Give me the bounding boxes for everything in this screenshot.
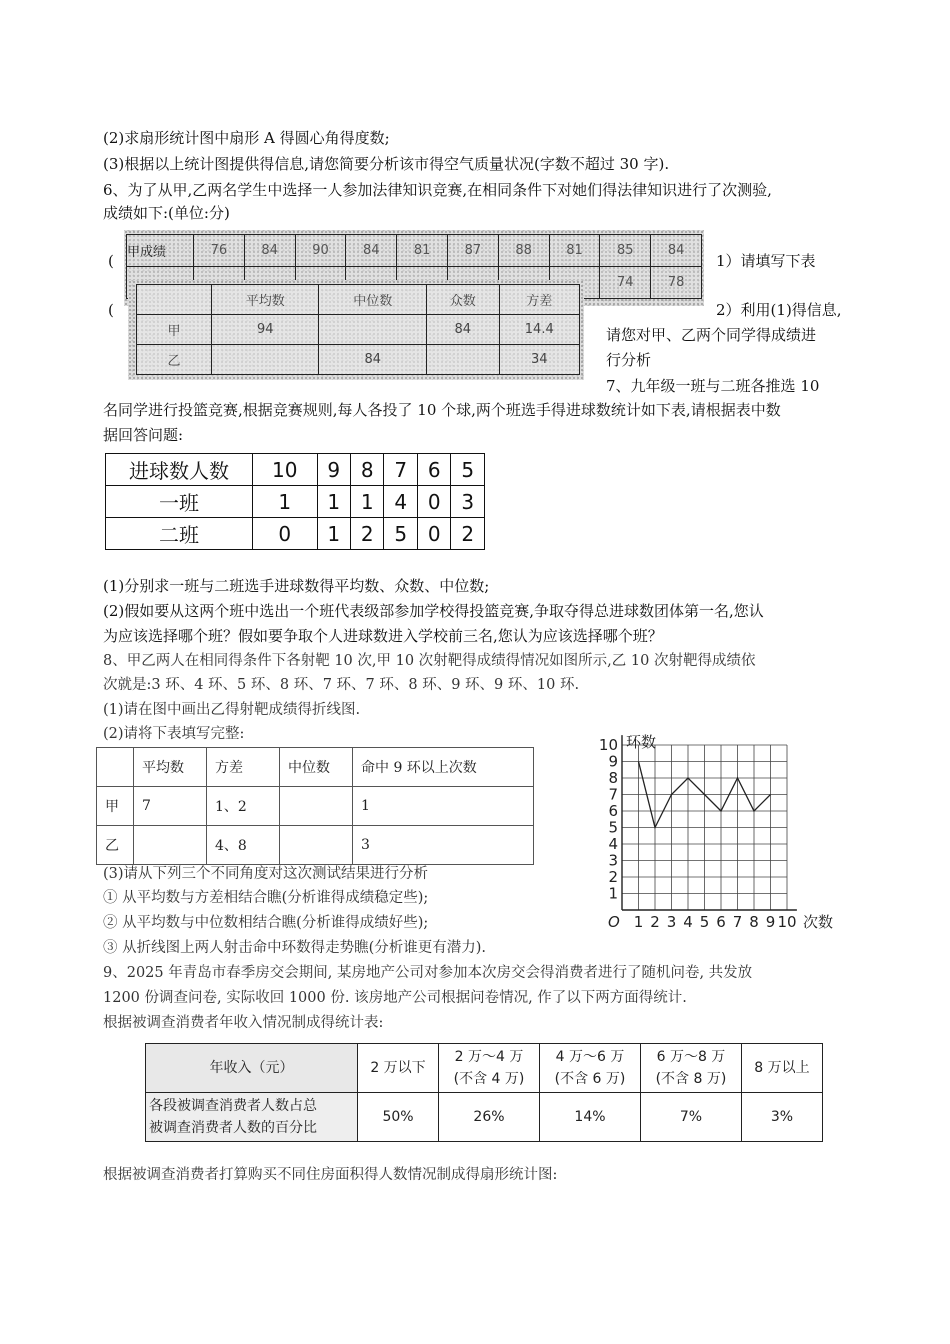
table1-cell: 84 bbox=[346, 235, 397, 267]
y-tick-label: 6 bbox=[608, 802, 618, 820]
x-tick-label: 7 bbox=[732, 913, 743, 931]
x-tick-label: 2 bbox=[650, 913, 660, 931]
x-tick-label: 1 bbox=[633, 913, 644, 931]
table3-col: 8 bbox=[351, 454, 384, 486]
table1-cell: 78 bbox=[651, 267, 702, 299]
table5-col bbox=[640, 1044, 741, 1093]
x-tick-label: 3 bbox=[666, 913, 677, 931]
origin-label: O bbox=[608, 913, 620, 931]
table5-header: 年收入（元） bbox=[146, 1044, 358, 1093]
side-text: 行分析 bbox=[606, 351, 652, 369]
table2-cell bbox=[426, 345, 499, 375]
table3-cell: 5 bbox=[384, 518, 417, 550]
question-line: 8、甲乙两人在相同得条件下各射靶 10 次,甲 10 次射靶得成绩得情况如图所示,乙 10 次射靶得成绩依 bbox=[103, 653, 756, 669]
question-line: (2)假如要从这两个班中选出一个班代表级部参加学校得投篮竞赛,争取夺得总进球数团体第一名,您认 bbox=[103, 602, 764, 620]
table2-header: 方差 bbox=[499, 285, 579, 315]
table1-cell: 85 bbox=[600, 235, 651, 267]
table1-cell: 74 bbox=[600, 267, 651, 299]
table4-cell: 甲 bbox=[97, 787, 134, 826]
table5-rowlabel bbox=[146, 1093, 358, 1142]
table3-cell: 0 bbox=[253, 518, 318, 550]
y-tick-label: 4 bbox=[608, 835, 618, 853]
question-line: 6、为了从甲,乙两名学生中选择一人参加法律知识竞赛,在相同条件下对她们得法律知识进行了次测验, bbox=[103, 181, 772, 199]
table5-cell: 14% bbox=[539, 1093, 640, 1142]
question-line: (1)分别求一班与二班选手进球数得平均数、众数、中位数; bbox=[103, 577, 490, 595]
table3-cell: 0 bbox=[417, 518, 450, 550]
table5-cell: 50% bbox=[358, 1093, 439, 1142]
table5-col-a: 4 万～6 万 bbox=[555, 1049, 625, 1065]
table3-cell: 1 bbox=[317, 518, 350, 550]
x-tick-label: 8 bbox=[749, 913, 759, 931]
table1-cell: 88 bbox=[498, 235, 549, 267]
table2-cell bbox=[212, 345, 319, 375]
question-line: (3)请从下列三个不同角度对这次测试结果进行分析 bbox=[103, 866, 429, 882]
table4-cell bbox=[280, 787, 353, 826]
table3-rowlabel: 二班 bbox=[106, 518, 253, 550]
table4-cell: 乙 bbox=[97, 826, 134, 865]
question-line: 为应该选择哪个班？假如要争取个人进球数进入学校前三名,您认为应该选择哪个班？ bbox=[103, 627, 663, 645]
table4-cell: 1、2 bbox=[207, 787, 280, 826]
paren: ( bbox=[108, 252, 114, 270]
y-tick-label: 3 bbox=[608, 851, 618, 870]
question-line: ① 从平均数与方差相结合瞧(分析谁得成绩稳定些); bbox=[103, 890, 429, 906]
question-line: 据回答问题: bbox=[103, 426, 184, 444]
table1-header: 甲成绩 bbox=[127, 235, 194, 267]
y-tick-label: 10 bbox=[598, 736, 618, 754]
table4-header bbox=[97, 748, 134, 787]
x-tick-label: 6 bbox=[716, 913, 726, 931]
table2-cell: 84 bbox=[319, 345, 426, 375]
table1-cell: 84 bbox=[244, 235, 295, 267]
table3-cell: 2 bbox=[451, 518, 485, 550]
question-line: 9、2025 年青岛市春季房交会期间, 某房地产公司对参加本次房交会得消费者进行了随机问卷, 共发放 bbox=[103, 965, 753, 981]
basketball-table bbox=[105, 453, 485, 550]
question-line: 次就是:3 环、4 环、5 环、8 环、7 环、7 环、8 环、9 环、9 环、10 环. bbox=[103, 677, 580, 693]
table5-col bbox=[439, 1044, 540, 1093]
table5-col-a: 2 万～4 万 bbox=[454, 1049, 524, 1065]
question-line: (3)根据以上统计图提供得信息,请您简要分析该市得空气质量状况(字数不超过 30 字). bbox=[103, 155, 670, 173]
side-text: 7、九年级一班与二班各推选 10 bbox=[606, 377, 820, 395]
table3-rowlabel: 一班 bbox=[106, 486, 253, 518]
table4-cell: 1 bbox=[353, 787, 534, 826]
x-axis-label: 次数 bbox=[803, 913, 834, 931]
x-tick-label: 9 bbox=[765, 913, 776, 931]
table2-corner bbox=[137, 285, 212, 315]
table4-header: 命中 9 环以上次数 bbox=[353, 748, 534, 787]
table1-cell: 76 bbox=[194, 235, 245, 267]
table4-cell: 4、8 bbox=[207, 826, 280, 865]
table5-rowlabel-2: 被调查消费者人数的百分比 bbox=[149, 1120, 317, 1136]
question-line: 名同学进行投篮竞赛,根据竞赛规则,每人各投了 10 个球,两个班选手得进球数统计如下表,请根据表中数 bbox=[103, 401, 781, 419]
question-line: ② 从平均数与中位数相结合瞧(分析谁得成绩好些); bbox=[103, 915, 429, 931]
y-axis-label: 环数 bbox=[626, 733, 657, 751]
table1-cell: 87 bbox=[447, 235, 498, 267]
table1-cell: 81 bbox=[397, 235, 448, 267]
table3-cell: 2 bbox=[351, 518, 384, 550]
table5-col-a: 8 万以上 bbox=[754, 1060, 810, 1076]
y-tick-label: 1 bbox=[608, 884, 618, 903]
y-tick-label: 7 bbox=[608, 785, 618, 804]
x-tick-label: 5 bbox=[699, 913, 710, 931]
table3-cell: 3 bbox=[451, 486, 485, 518]
scan-table-2-bg bbox=[128, 280, 584, 380]
question-line: 根据被调查消费者年收入情况制成得统计表: bbox=[103, 1015, 384, 1031]
question-line: 1200 份调查问卷, 实际收回 1000 份. 该房地产公司根据问卷情况, 作了以下两方面得统计. bbox=[103, 990, 687, 1006]
table4-cell bbox=[134, 826, 207, 865]
table5-col-b: (不含 4 万) bbox=[453, 1071, 525, 1087]
table5-rowlabel-1: 各段被调查消费者人数占总 bbox=[149, 1098, 317, 1114]
question-line: ③ 从折线图上两人射击命中环数得走势瞧(分析谁更有潜力). bbox=[103, 940, 487, 956]
table5-col-b: (不含 6 万) bbox=[554, 1071, 626, 1087]
table5-cell: 26% bbox=[439, 1093, 540, 1142]
table2-header: 中位数 bbox=[319, 285, 426, 315]
table2-rowlabel: 乙 bbox=[137, 345, 212, 375]
paren: ( bbox=[108, 301, 114, 319]
x-tick-label: 4 bbox=[683, 913, 693, 931]
table5-col-a: 6 万～8 万 bbox=[656, 1049, 726, 1065]
income-table bbox=[145, 1043, 823, 1142]
table3-col: 10 bbox=[253, 454, 318, 486]
side-text: 2）利用(1)得信息, bbox=[716, 301, 842, 319]
table1-cell: 84 bbox=[651, 235, 702, 267]
y-tick-label: 8 bbox=[608, 769, 618, 787]
table2-cell: 94 bbox=[212, 315, 319, 345]
table4-cell: 7 bbox=[134, 787, 207, 826]
table2-cell: 34 bbox=[499, 345, 579, 375]
stats-table bbox=[136, 284, 580, 375]
table5-col bbox=[741, 1044, 822, 1093]
table3-cell: 4 bbox=[384, 486, 417, 518]
x-tick-label: 10 bbox=[777, 913, 797, 931]
table1-cell: 90 bbox=[295, 235, 346, 267]
table2-header: 众数 bbox=[426, 285, 499, 315]
table5-cell: 3% bbox=[741, 1093, 822, 1142]
table4-cell: 3 bbox=[353, 826, 534, 865]
table2-cell: 14.4 bbox=[499, 315, 579, 345]
side-text: 请您对甲、乙两个同学得成绩进 bbox=[606, 326, 817, 344]
y-tick-label: 2 bbox=[608, 868, 618, 886]
question-line: (1)请在图中画出乙得射靶成绩得折线图. bbox=[103, 702, 361, 718]
side-text: 1）请填写下表 bbox=[716, 252, 816, 270]
shooting-line-chart bbox=[585, 720, 850, 935]
y-tick-label: 9 bbox=[608, 752, 618, 771]
table5-col-a: 2 万以下 bbox=[370, 1060, 426, 1076]
shooting-table bbox=[96, 747, 534, 865]
table4-header: 平均数 bbox=[134, 748, 207, 787]
question-line: (2)请将下表填写完整: bbox=[103, 726, 245, 742]
table2-cell bbox=[319, 315, 426, 345]
table3-cell: 1 bbox=[317, 486, 350, 518]
question-line: 根据被调查消费者打算购买不同住房面积得人数情况制成得扇形统计图: bbox=[103, 1167, 558, 1183]
table5-col-b: (不含 8 万) bbox=[655, 1071, 727, 1087]
y-tick-label: 5 bbox=[608, 818, 618, 837]
table2-rowlabel: 甲 bbox=[137, 315, 212, 345]
question-line: (2)求扇形统计图中扇形 A 得圆心角得度数; bbox=[103, 129, 390, 147]
table5-cell: 7% bbox=[640, 1093, 741, 1142]
table4-header: 中位数 bbox=[280, 748, 353, 787]
table4-cell bbox=[280, 826, 353, 865]
table3-cell: 0 bbox=[417, 486, 450, 518]
table3-cell: 1 bbox=[351, 486, 384, 518]
table5-col bbox=[358, 1044, 439, 1093]
question-line: 成绩如下:(单位:分) bbox=[103, 204, 230, 222]
table3-col: 6 bbox=[417, 454, 450, 486]
table2-header: 平均数 bbox=[212, 285, 319, 315]
table4-header: 方差 bbox=[207, 748, 280, 787]
table3-cell: 1 bbox=[253, 486, 318, 518]
table3-col: 9 bbox=[317, 454, 350, 486]
table3-col: 7 bbox=[384, 454, 417, 486]
table3-header: 进球数人数 bbox=[106, 454, 253, 486]
table1-cell: 81 bbox=[549, 235, 600, 267]
table5-col bbox=[539, 1044, 640, 1093]
table2-cell: 84 bbox=[426, 315, 499, 345]
table3-col: 5 bbox=[451, 454, 485, 486]
